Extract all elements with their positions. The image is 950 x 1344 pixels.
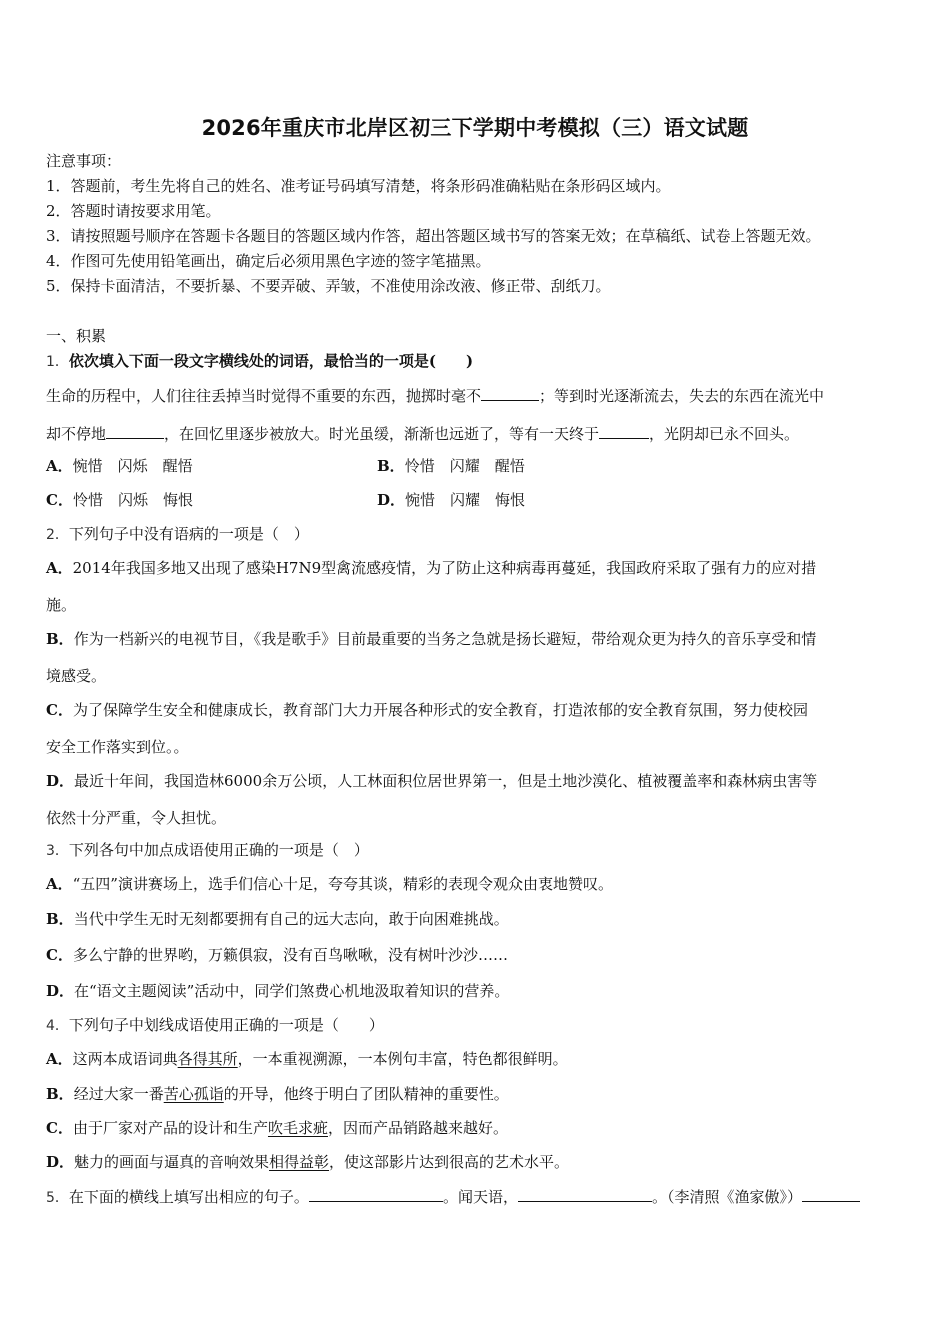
answer-blank: [106, 423, 164, 439]
option-c: [46, 490, 193, 510]
option-text: 作为一档新兴的电视节目，《我是歌手》目前最重要的当务之急就是扬长避短，带给观众更为持久的音乐享受和情: [73, 630, 817, 648]
option-text: 2014年我国多地又出现了感染H7N9型禽流感疫情，为了防止这种病毒再蔓延，我国政府采取了强有力的应对措: [72, 559, 817, 577]
option-label: B．: [377, 457, 405, 475]
option-a: [46, 1049, 568, 1069]
question-text: 下列句子中没有语病的一项是（ ）: [68, 525, 309, 543]
option-a: [46, 874, 613, 894]
passage-text: ，在回忆里逐步被放大。时光虽缓，渐渐也远逝了，等有一天终于: [164, 425, 600, 443]
option-label: C．: [46, 1119, 73, 1137]
option-label: D．: [377, 491, 406, 509]
option-label: B．: [46, 910, 74, 928]
option-b: [46, 629, 816, 649]
option-label: A．: [46, 559, 73, 577]
notice-item: 3．请按照题号顺序在答题卡各题目的答题区域内作答，超出答题区域书写的答案无效；在草稿纸、试卷上答题无效。: [46, 227, 821, 245]
option-text: 当代中学生无时无刻都要拥有自己的远大志向，敢于向困难挑战。: [73, 910, 509, 928]
option-label: D．: [46, 772, 75, 790]
question-text: 在下面的横线上填写出相应的句子。: [68, 1188, 309, 1206]
question-1-passage-line-1: [46, 385, 824, 406]
answer-blank: [309, 1186, 443, 1202]
passage-text: 生命的历程中，人们往往丢掉当时觉得不重要的东西，抛掷时毫不: [46, 387, 482, 405]
question-1-passage-line-2: [46, 423, 799, 444]
question-text: 。（李清照《渔家傲》）: [651, 1188, 802, 1206]
answer-blank: [599, 423, 649, 439]
option-label: D．: [46, 982, 75, 1000]
option-c: [46, 945, 508, 965]
question-5-stem: [46, 1186, 860, 1208]
option-text: 在“语文主题阅读”活动中，同学们煞费心机地汲取着知识的营养。: [74, 982, 510, 1000]
option-text: ，一本重视溯源，一本例句丰富，特色都很鲜明。: [237, 1050, 568, 1068]
option-c: [46, 700, 808, 720]
underlined-idiom: 各得其所: [177, 1050, 238, 1068]
question-number: 5．: [46, 1190, 69, 1206]
question-text: 下列各句中加点成语使用正确的一项是（ ）: [68, 841, 369, 859]
option-text: 这两本成语词典: [72, 1050, 178, 1068]
option-text: ，使这部影片达到很高的艺术水平。: [329, 1153, 570, 1171]
option-b: [46, 909, 509, 929]
page-title: 2026年重庆市北岸区初三下学期中考模拟（三）语文试题: [201, 116, 749, 140]
option-c-continued: 安全工作落实到位。。: [46, 738, 189, 756]
option-label: A．: [46, 457, 73, 475]
option-label: D．: [46, 1153, 75, 1171]
question-number: 3．: [46, 843, 69, 859]
option-d-continued: 依然十分严重，令人担忧。: [46, 809, 227, 827]
passage-text: 却不停地: [46, 425, 107, 443]
question-number: 2．: [46, 527, 69, 543]
option-text: 怜惜 闪耀 醒悟: [404, 457, 525, 475]
question-text: 依次填入下面一段文字横线处的词语，最恰当的一项是( ): [68, 352, 474, 370]
option-text: 为了保障学生安全和健康成长，教育部门大力开展各种形式的安全教育，打造浓郁的安全教育氛围，努力使校园: [72, 701, 808, 719]
option-text: 惋惜 闪烁 醒悟: [72, 457, 193, 475]
option-label: A．: [46, 875, 73, 893]
answer-blank: [481, 385, 539, 401]
question-text: 下列句子中划线成语使用正确的一项是（ ）: [68, 1016, 384, 1034]
option-label: B．: [46, 630, 74, 648]
underlined-idiom: 吹毛求疵: [267, 1119, 328, 1137]
question-3-stem: [46, 840, 369, 861]
question-number: 1．: [46, 354, 69, 370]
option-label: C．: [46, 491, 73, 509]
notice-item: 4．作图可先使用铅笔画出，确定后必须用黑色字迹的签字笔描黑。: [46, 252, 491, 270]
option-text: 的开导，他终于明白了团队精神的重要性。: [223, 1085, 509, 1103]
option-text: “五四”演讲赛场上，选手们信心十足，夸夸其谈，精彩的表现令观众由衷地赞叹。: [72, 875, 613, 893]
option-d: [377, 490, 525, 510]
notice-item: 2．答题时请按要求用笔。: [46, 202, 221, 220]
section-heading: 一、积累: [46, 327, 107, 345]
option-text: 由于厂家对产品的设计和生产: [72, 1119, 268, 1137]
answer-blank: [518, 1186, 652, 1202]
option-text: 多么宁静的世界哟，万籁俱寂，没有百鸟啾啾，没有树叶沙沙……: [72, 946, 508, 964]
option-label: C．: [46, 701, 73, 719]
option-a-continued: 施。: [46, 596, 77, 614]
option-b-continued: 境感受。: [46, 667, 107, 685]
option-text: ，因而产品销路越来越好。: [327, 1119, 508, 1137]
question-text: 。闻天语，: [442, 1188, 518, 1206]
option-text: 怜惜 闪烁 悔恨: [72, 491, 193, 509]
passage-text: ，光阴却已永不回头。: [649, 425, 800, 443]
option-a: [46, 558, 816, 578]
underlined-idiom: 相得益彰: [269, 1153, 330, 1171]
option-c: [46, 1118, 508, 1138]
passage-text: ；等到时光逐渐流去，失去的东西在流光中: [539, 387, 825, 405]
question-2-stem: [46, 524, 309, 545]
underlined-idiom: 苦心孤诣: [163, 1085, 224, 1103]
notice-item: 5．保持卡面清洁，不要折暴、不要弄破、弄皱，不准使用涂改液、修正带、刮纸刀。: [46, 277, 611, 295]
question-number: 4．: [46, 1018, 69, 1034]
option-d: [46, 771, 817, 791]
option-text: 魅力的画面与逼真的音响效果: [74, 1153, 270, 1171]
notice-item: 1．答题前，考生先将自己的姓名、准考证号码填写清楚，将条形码准确粘贴在条形码区域内。: [46, 177, 671, 195]
option-text: 惋惜 闪耀 悔恨: [405, 491, 526, 509]
option-label: C．: [46, 946, 73, 964]
answer-blank: [802, 1186, 860, 1202]
question-4-stem: [46, 1015, 384, 1036]
option-label: A．: [46, 1050, 73, 1068]
option-label: B．: [46, 1085, 74, 1103]
option-text: 经过大家一番: [73, 1085, 164, 1103]
question-1-stem: [46, 351, 473, 372]
option-d: [46, 981, 509, 1001]
option-b: [377, 456, 525, 476]
option-d: [46, 1152, 569, 1172]
option-text: 最近十年间，我国造林6000余万公顷，人工林面积位居世界第一，但是土地沙漠化、植被覆盖率和森林病虫害等: [74, 772, 818, 790]
option-a: [46, 456, 193, 476]
option-b: [46, 1084, 509, 1104]
notice-heading: 注意事项：: [46, 152, 122, 170]
